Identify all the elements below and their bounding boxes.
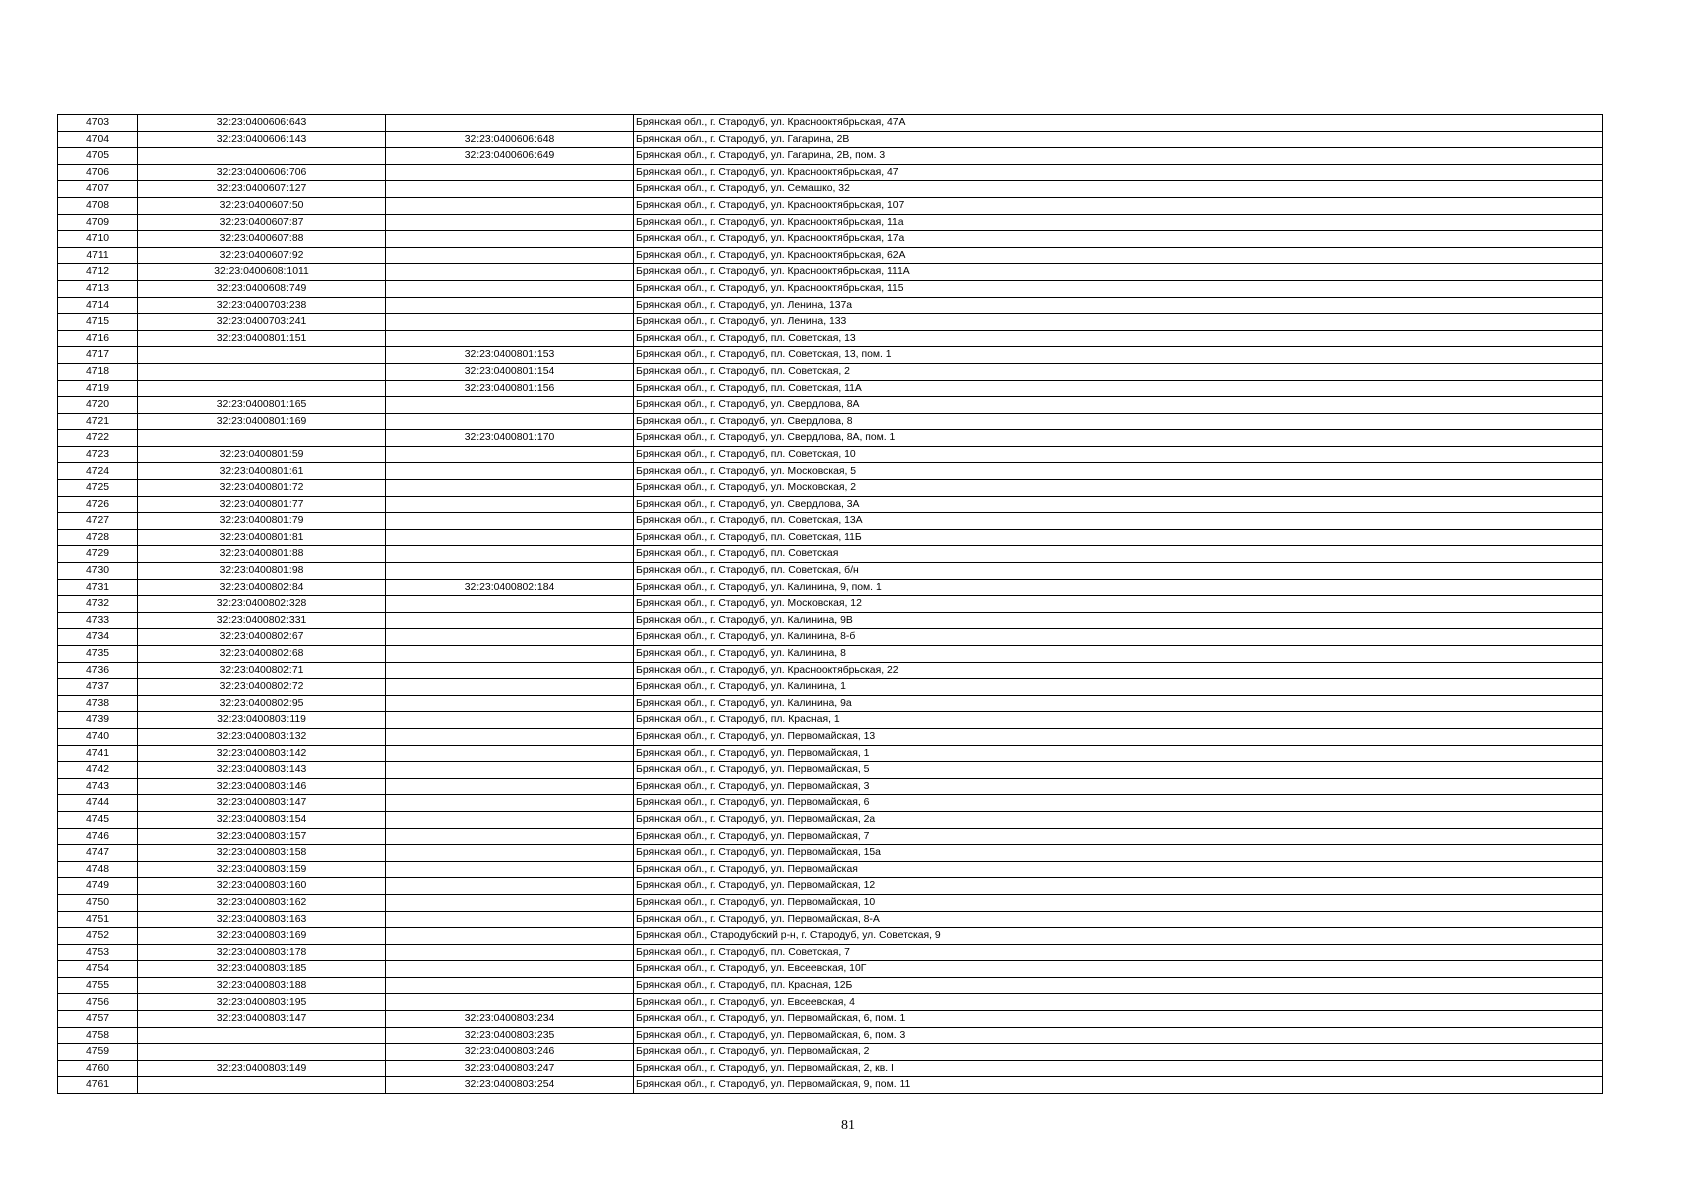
address-cell: Брянская обл., г. Стародуб, ул. Ленина, 133 (634, 314, 1603, 331)
table-row (58, 662, 1603, 679)
table-row (58, 463, 1603, 480)
table-row (58, 247, 1603, 264)
linked-cadastral-number-cell (386, 314, 634, 331)
address-cell: Брянская обл., г. Стародуб, пл. Советская, 7 (634, 944, 1603, 961)
linked-cadastral-number-cell (386, 330, 634, 347)
row-number-cell: 4748 (58, 861, 138, 878)
cadastral-number-cell: 32:23:0400606:643 (138, 115, 386, 132)
cadastral-number-cell: 32:23:0400608:749 (138, 280, 386, 297)
cadastral-number-cell: 32:23:0400607:127 (138, 181, 386, 198)
table-row (58, 280, 1603, 297)
registry-table-body (58, 115, 1603, 1094)
row-number-cell: 4720 (58, 397, 138, 414)
address-cell: Брянская обл., г. Стародуб, ул. Первомайская, 3 (634, 778, 1603, 795)
address-cell: Брянская обл., г. Стародуб, ул. Евсеевская, 4 (634, 994, 1603, 1011)
linked-cadastral-number-cell (386, 828, 634, 845)
cadastral-number-cell: 32:23:0400803:132 (138, 728, 386, 745)
table-row (58, 1077, 1603, 1094)
linked-cadastral-number-cell (386, 413, 634, 430)
row-number-cell: 4717 (58, 347, 138, 364)
linked-cadastral-number-cell (386, 231, 634, 248)
table-row (58, 181, 1603, 198)
address-cell: Брянская обл., г. Стародуб, ул. Гагарина, 2В, пом. 3 (634, 148, 1603, 165)
linked-cadastral-number-cell: 32:23:0400801:154 (386, 363, 634, 380)
table-row (58, 1060, 1603, 1077)
table-row (58, 197, 1603, 214)
address-cell: Брянская обл., г. Стародуб, ул. Калинина, 1 (634, 679, 1603, 696)
linked-cadastral-number-cell (386, 961, 634, 978)
row-number-cell: 4760 (58, 1060, 138, 1077)
table-row (58, 446, 1603, 463)
address-cell: Брянская обл., г. Стародуб, ул. Краснооктябрьская, 11а (634, 214, 1603, 231)
row-number-cell: 4715 (58, 314, 138, 331)
address-cell: Брянская обл., г. Стародуб, ул. Свердлова, 8А, пом. 1 (634, 430, 1603, 447)
row-number-cell: 4743 (58, 778, 138, 795)
row-number-cell: 4747 (58, 845, 138, 862)
row-number-cell: 4754 (58, 961, 138, 978)
cadastral-number-cell: 32:23:0400802:68 (138, 646, 386, 663)
linked-cadastral-number-cell (386, 563, 634, 580)
cadastral-number-cell: 32:23:0400803:142 (138, 745, 386, 762)
linked-cadastral-number-cell (386, 646, 634, 663)
cadastral-number-cell (138, 363, 386, 380)
address-cell: Брянская обл., г. Стародуб, ул. Краснооктябрьская, 107 (634, 197, 1603, 214)
row-number-cell: 4742 (58, 762, 138, 779)
cadastral-number-cell: 32:23:0400801:151 (138, 330, 386, 347)
address-cell: Брянская обл., г. Стародуб, ул. Первомайская, 6, пом. 3 (634, 1027, 1603, 1044)
linked-cadastral-number-cell (386, 778, 634, 795)
linked-cadastral-number-cell (386, 878, 634, 895)
address-cell: Брянская обл., г. Стародуб, ул. Семашко, 32 (634, 181, 1603, 198)
linked-cadastral-number-cell (386, 795, 634, 812)
address-cell: Брянская обл., г. Стародуб, ул. Первомайская, 2 (634, 1044, 1603, 1061)
address-cell: Брянская обл., г. Стародуб, ул. Краснооктябрьская, 115 (634, 280, 1603, 297)
cadastral-number-cell: 32:23:0400803:169 (138, 928, 386, 945)
row-number-cell: 4755 (58, 977, 138, 994)
linked-cadastral-number-cell: 32:23:0400801:153 (386, 347, 634, 364)
cadastral-number-cell: 32:23:0400703:238 (138, 297, 386, 314)
row-number-cell: 4714 (58, 297, 138, 314)
cadastral-number-cell: 32:23:0400803:154 (138, 811, 386, 828)
cadastral-number-cell: 32:23:0400803:178 (138, 944, 386, 961)
address-cell: Брянская обл., г. Стародуб, ул. Первомайская, 5 (634, 762, 1603, 779)
linked-cadastral-number-cell (386, 280, 634, 297)
linked-cadastral-number-cell (386, 197, 634, 214)
table-row (58, 861, 1603, 878)
linked-cadastral-number-cell: 32:23:0400803:235 (386, 1027, 634, 1044)
row-number-cell: 4752 (58, 928, 138, 945)
row-number-cell: 4705 (58, 148, 138, 165)
row-number-cell: 4744 (58, 795, 138, 812)
table-row (58, 231, 1603, 248)
address-cell: Брянская обл., г. Стародуб, пл. Советская, 11А (634, 380, 1603, 397)
table-row (58, 546, 1603, 563)
table-row (58, 728, 1603, 745)
table-row (58, 1011, 1603, 1028)
table-row (58, 795, 1603, 812)
cadastral-number-cell (138, 148, 386, 165)
cadastral-number-cell: 32:23:0400803:188 (138, 977, 386, 994)
linked-cadastral-number-cell (386, 612, 634, 629)
linked-cadastral-number-cell (386, 728, 634, 745)
address-cell: Брянская обл., г. Стародуб, ул. Краснооктябрьская, 47А (634, 115, 1603, 132)
row-number-cell: 4725 (58, 480, 138, 497)
linked-cadastral-number-cell (386, 513, 634, 530)
cadastral-number-cell: 32:23:0400803:147 (138, 1011, 386, 1028)
row-number-cell: 4731 (58, 579, 138, 596)
address-cell: Брянская обл., г. Стародуб, ул. Первомайская (634, 861, 1603, 878)
row-number-cell: 4727 (58, 513, 138, 530)
row-number-cell: 4726 (58, 496, 138, 513)
row-number-cell: 4737 (58, 679, 138, 696)
row-number-cell: 4728 (58, 529, 138, 546)
table-row (58, 363, 1603, 380)
row-number-cell: 4751 (58, 911, 138, 928)
linked-cadastral-number-cell (386, 264, 634, 281)
row-number-cell: 4741 (58, 745, 138, 762)
table-row (58, 977, 1603, 994)
cadastral-number-cell: 32:23:0400803:163 (138, 911, 386, 928)
cadastral-number-cell: 32:23:0400703:241 (138, 314, 386, 331)
table-row (58, 911, 1603, 928)
cadastral-number-cell: 32:23:0400803:149 (138, 1060, 386, 1077)
row-number-cell: 4707 (58, 181, 138, 198)
address-cell: Брянская обл., г. Стародуб, пл. Красная, 12Б (634, 977, 1603, 994)
address-cell: Брянская обл., г. Стародуб, ул. Московская, 5 (634, 463, 1603, 480)
table-row (58, 1027, 1603, 1044)
address-cell: Брянская обл., г. Стародуб, ул. Краснооктябрьская, 17а (634, 231, 1603, 248)
row-number-cell: 4739 (58, 712, 138, 729)
linked-cadastral-number-cell: 32:23:0400801:170 (386, 430, 634, 447)
row-number-cell: 4746 (58, 828, 138, 845)
cadastral-number-cell: 32:23:0400608:1011 (138, 264, 386, 281)
cadastral-number-cell (138, 430, 386, 447)
address-cell: Брянская обл., г. Стародуб, ул. Евсеевская, 10Г (634, 961, 1603, 978)
row-number-cell: 4722 (58, 430, 138, 447)
row-number-cell: 4756 (58, 994, 138, 1011)
linked-cadastral-number-cell (386, 546, 634, 563)
table-row (58, 214, 1603, 231)
linked-cadastral-number-cell (386, 214, 634, 231)
address-cell: Брянская обл., г. Стародуб, ул. Калинина, 9В (634, 612, 1603, 629)
linked-cadastral-number-cell: 32:23:0400802:184 (386, 579, 634, 596)
address-cell: Брянская обл., г. Стародуб, ул. Калинина, 9а (634, 695, 1603, 712)
linked-cadastral-number-cell (386, 115, 634, 132)
linked-cadastral-number-cell (386, 977, 634, 994)
table-row (58, 1044, 1603, 1061)
table-row (58, 513, 1603, 530)
row-number-cell: 4757 (58, 1011, 138, 1028)
row-number-cell: 4711 (58, 247, 138, 264)
address-cell: Брянская обл., г. Стародуб, пл. Советская, 10 (634, 446, 1603, 463)
cadastral-number-cell: 32:23:0400801:165 (138, 397, 386, 414)
address-cell: Брянская обл., г. Стародуб, ул. Первомайская, 6, пом. 1 (634, 1011, 1603, 1028)
cadastral-number-cell (138, 1077, 386, 1094)
linked-cadastral-number-cell (386, 679, 634, 696)
address-cell: Брянская обл., г. Стародуб, ул. Московская, 12 (634, 596, 1603, 613)
table-row (58, 894, 1603, 911)
table-row (58, 845, 1603, 862)
row-number-cell: 4712 (58, 264, 138, 281)
address-cell: Брянская обл., г. Стародуб, ул. Первомайская, 9, пом. 11 (634, 1077, 1603, 1094)
linked-cadastral-number-cell (386, 894, 634, 911)
row-number-cell: 4753 (58, 944, 138, 961)
cadastral-number-cell: 32:23:0400803:143 (138, 762, 386, 779)
table-row (58, 944, 1603, 961)
linked-cadastral-number-cell (386, 845, 634, 862)
address-cell: Брянская обл., г. Стародуб, ул. Первомайская, 12 (634, 878, 1603, 895)
cadastral-number-cell: 32:23:0400803:147 (138, 795, 386, 812)
table-row (58, 745, 1603, 762)
table-row (58, 148, 1603, 165)
cadastral-number-cell: 32:23:0400801:79 (138, 513, 386, 530)
row-number-cell: 4740 (58, 728, 138, 745)
address-cell: Брянская обл., г. Стародуб, ул. Калинина, 9, пом. 1 (634, 579, 1603, 596)
table-row (58, 646, 1603, 663)
table-row (58, 314, 1603, 331)
row-number-cell: 4738 (58, 695, 138, 712)
linked-cadastral-number-cell (386, 662, 634, 679)
row-number-cell: 4703 (58, 115, 138, 132)
cadastral-number-cell: 32:23:0400803:185 (138, 961, 386, 978)
linked-cadastral-number-cell (386, 928, 634, 945)
linked-cadastral-number-cell: 32:23:0400606:649 (386, 148, 634, 165)
property-registry-table (57, 114, 1603, 1094)
address-cell: Брянская обл., г. Стародуб, ул. Первомайская, 13 (634, 728, 1603, 745)
row-number-cell: 4719 (58, 380, 138, 397)
cadastral-number-cell: 32:23:0400802:71 (138, 662, 386, 679)
cadastral-number-cell: 32:23:0400802:331 (138, 612, 386, 629)
address-cell: Брянская обл., г. Стародуб, ул. Свердлова, 8 (634, 413, 1603, 430)
cadastral-number-cell: 32:23:0400803:160 (138, 878, 386, 895)
row-number-cell: 4749 (58, 878, 138, 895)
address-cell: Брянская обл., г. Стародуб, пл. Советская, 13 (634, 330, 1603, 347)
linked-cadastral-number-cell (386, 297, 634, 314)
table-row (58, 828, 1603, 845)
address-cell: Брянская обл., г. Стародуб, пл. Советская, 13А (634, 513, 1603, 530)
address-cell: Брянская обл., г. Стародуб, ул. Ленина, 137а (634, 297, 1603, 314)
linked-cadastral-number-cell (386, 629, 634, 646)
cadastral-number-cell: 32:23:0400607:50 (138, 197, 386, 214)
address-cell: Брянская обл., г. Стародуб, ул. Первомайская, 15а (634, 845, 1603, 862)
row-number-cell: 4706 (58, 164, 138, 181)
address-cell: Брянская обл., г. Стародуб, ул. Свердлова, 3А (634, 496, 1603, 513)
linked-cadastral-number-cell (386, 164, 634, 181)
linked-cadastral-number-cell (386, 911, 634, 928)
row-number-cell: 4723 (58, 446, 138, 463)
table-row (58, 131, 1603, 148)
row-number-cell: 4724 (58, 463, 138, 480)
cadastral-number-cell (138, 1044, 386, 1061)
row-number-cell: 4750 (58, 894, 138, 911)
cadastral-number-cell: 32:23:0400802:84 (138, 579, 386, 596)
cadastral-number-cell: 32:23:0400607:92 (138, 247, 386, 264)
cadastral-number-cell: 32:23:0400803:157 (138, 828, 386, 845)
table-row (58, 563, 1603, 580)
table-row (58, 297, 1603, 314)
linked-cadastral-number-cell: 32:23:0400803:246 (386, 1044, 634, 1061)
cadastral-number-cell: 32:23:0400801:77 (138, 496, 386, 513)
linked-cadastral-number-cell (386, 463, 634, 480)
address-cell: Брянская обл., г. Стародуб, ул. Первомайская, 2, кв. I (634, 1060, 1603, 1077)
address-cell: Брянская обл., г. Стародуб, ул. Краснооктябрьская, 22 (634, 662, 1603, 679)
cadastral-number-cell: 32:23:0400803:119 (138, 712, 386, 729)
linked-cadastral-number-cell: 32:23:0400803:247 (386, 1060, 634, 1077)
address-cell: Брянская обл., г. Стародуб, ул. Первомайская, 1 (634, 745, 1603, 762)
table-row (58, 347, 1603, 364)
cadastral-number-cell: 32:23:0400803:158 (138, 845, 386, 862)
table-row (58, 695, 1603, 712)
address-cell: Брянская обл., г. Стародуб, ул. Свердлова, 8А (634, 397, 1603, 414)
address-cell: Брянская обл., г. Стародуб, ул. Московская, 2 (634, 480, 1603, 497)
row-number-cell: 4716 (58, 330, 138, 347)
address-cell: Брянская обл., г. Стародуб, пл. Советская, 13, пом. 1 (634, 347, 1603, 364)
row-number-cell: 4718 (58, 363, 138, 380)
table-row (58, 629, 1603, 646)
address-cell: Брянская обл., г. Стародуб, ул. Первомайская, 8-А (634, 911, 1603, 928)
cadastral-number-cell: 32:23:0400802:67 (138, 629, 386, 646)
address-cell: Брянская обл., г. Стародуб, пл. Красная, 1 (634, 712, 1603, 729)
cadastral-number-cell: 32:23:0400607:87 (138, 214, 386, 231)
cadastral-number-cell: 32:23:0400801:72 (138, 480, 386, 497)
cadastral-number-cell: 32:23:0400803:159 (138, 861, 386, 878)
row-number-cell: 4735 (58, 646, 138, 663)
table-row (58, 778, 1603, 795)
linked-cadastral-number-cell: 32:23:0400606:648 (386, 131, 634, 148)
table-row (58, 994, 1603, 1011)
row-number-cell: 4745 (58, 811, 138, 828)
table-row (58, 961, 1603, 978)
row-number-cell: 4710 (58, 231, 138, 248)
linked-cadastral-number-cell (386, 695, 634, 712)
cadastral-number-cell: 32:23:0400802:328 (138, 596, 386, 613)
table-row (58, 596, 1603, 613)
address-cell: Брянская обл., г. Стародуб, пл. Советская, 2 (634, 363, 1603, 380)
row-number-cell: 4729 (58, 546, 138, 563)
table-row (58, 579, 1603, 596)
cadastral-number-cell: 32:23:0400801:59 (138, 446, 386, 463)
table-row (58, 164, 1603, 181)
cadastral-number-cell: 32:23:0400802:72 (138, 679, 386, 696)
cadastral-number-cell: 32:23:0400803:195 (138, 994, 386, 1011)
cadastral-number-cell: 32:23:0400801:88 (138, 546, 386, 563)
address-cell: Брянская обл., г. Стародуб, ул. Краснооктябрьская, 62А (634, 247, 1603, 264)
address-cell: Брянская обл., г. Стародуб, ул. Первомайская, 6 (634, 795, 1603, 812)
table-row (58, 496, 1603, 513)
cadastral-number-cell (138, 347, 386, 364)
linked-cadastral-number-cell (386, 529, 634, 546)
table-row (58, 413, 1603, 430)
table-row (58, 612, 1603, 629)
cadastral-number-cell (138, 1027, 386, 1044)
table-row (58, 330, 1603, 347)
linked-cadastral-number-cell (386, 762, 634, 779)
row-number-cell: 4709 (58, 214, 138, 231)
cadastral-number-cell: 32:23:0400801:81 (138, 529, 386, 546)
linked-cadastral-number-cell: 32:23:0400803:234 (386, 1011, 634, 1028)
linked-cadastral-number-cell (386, 496, 634, 513)
linked-cadastral-number-cell (386, 181, 634, 198)
cadastral-number-cell: 32:23:0400801:169 (138, 413, 386, 430)
linked-cadastral-number-cell: 32:23:0400801:156 (386, 380, 634, 397)
address-cell: Брянская обл., г. Стародуб, ул. Первомайская, 2а (634, 811, 1603, 828)
linked-cadastral-number-cell (386, 861, 634, 878)
row-number-cell: 4708 (58, 197, 138, 214)
address-cell: Брянская обл., г. Стародуб, ул. Первомайская, 10 (634, 894, 1603, 911)
table-row (58, 380, 1603, 397)
linked-cadastral-number-cell (386, 745, 634, 762)
cadastral-number-cell: 32:23:0400801:61 (138, 463, 386, 480)
cadastral-number-cell: 32:23:0400607:88 (138, 231, 386, 248)
table-row (58, 529, 1603, 546)
address-cell: Брянская обл., г. Стародуб, ул. Краснооктябрьская, 111А (634, 264, 1603, 281)
table-row (58, 878, 1603, 895)
address-cell: Брянская обл., г. Стародуб, ул. Калинина, 8-б (634, 629, 1603, 646)
cadastral-number-cell: 32:23:0400606:706 (138, 164, 386, 181)
row-number-cell: 4732 (58, 596, 138, 613)
table-row (58, 480, 1603, 497)
cadastral-number-cell: 32:23:0400802:95 (138, 695, 386, 712)
row-number-cell: 4758 (58, 1027, 138, 1044)
address-cell: Брянская обл., г. Стародуб, ул. Гагарина, 2В (634, 131, 1603, 148)
linked-cadastral-number-cell (386, 397, 634, 414)
table-row (58, 679, 1603, 696)
linked-cadastral-number-cell (386, 446, 634, 463)
table-row (58, 430, 1603, 447)
row-number-cell: 4736 (58, 662, 138, 679)
address-cell: Брянская обл., г. Стародуб, ул. Первомайская, 7 (634, 828, 1603, 845)
row-number-cell: 4730 (58, 563, 138, 580)
table-row (58, 264, 1603, 281)
linked-cadastral-number-cell (386, 811, 634, 828)
linked-cadastral-number-cell (386, 596, 634, 613)
address-cell: Брянская обл., г. Стародуб, пл. Советская, б/н (634, 563, 1603, 580)
address-cell: Брянская обл., Стародубский р-н, г. Стародуб, ул. Советская, 9 (634, 928, 1603, 945)
linked-cadastral-number-cell (386, 712, 634, 729)
linked-cadastral-number-cell: 32:23:0400803:254 (386, 1077, 634, 1094)
row-number-cell: 4704 (58, 131, 138, 148)
address-cell: Брянская обл., г. Стародуб, ул. Калинина, 8 (634, 646, 1603, 663)
address-cell: Брянская обл., г. Стародуб, пл. Советская, 11Б (634, 529, 1603, 546)
row-number-cell: 4759 (58, 1044, 138, 1061)
table-row (58, 928, 1603, 945)
linked-cadastral-number-cell (386, 944, 634, 961)
table-row (58, 712, 1603, 729)
row-number-cell: 4761 (58, 1077, 138, 1094)
table-row (58, 397, 1603, 414)
cadastral-number-cell: 32:23:0400803:146 (138, 778, 386, 795)
linked-cadastral-number-cell (386, 480, 634, 497)
row-number-cell: 4734 (58, 629, 138, 646)
address-cell: Брянская обл., г. Стародуб, ул. Краснооктябрьская, 47 (634, 164, 1603, 181)
cadastral-number-cell: 32:23:0400803:162 (138, 894, 386, 911)
linked-cadastral-number-cell (386, 994, 634, 1011)
cadastral-number-cell: 32:23:0400606:143 (138, 131, 386, 148)
address-cell: Брянская обл., г. Стародуб, пл. Советская (634, 546, 1603, 563)
table-row (58, 762, 1603, 779)
cadastral-number-cell: 32:23:0400801:98 (138, 563, 386, 580)
row-number-cell: 4733 (58, 612, 138, 629)
table-row (58, 811, 1603, 828)
cadastral-number-cell (138, 380, 386, 397)
row-number-cell: 4713 (58, 280, 138, 297)
linked-cadastral-number-cell (386, 247, 634, 264)
row-number-cell: 4721 (58, 413, 138, 430)
page-number: 81 (841, 1118, 855, 1133)
table-row (58, 115, 1603, 132)
